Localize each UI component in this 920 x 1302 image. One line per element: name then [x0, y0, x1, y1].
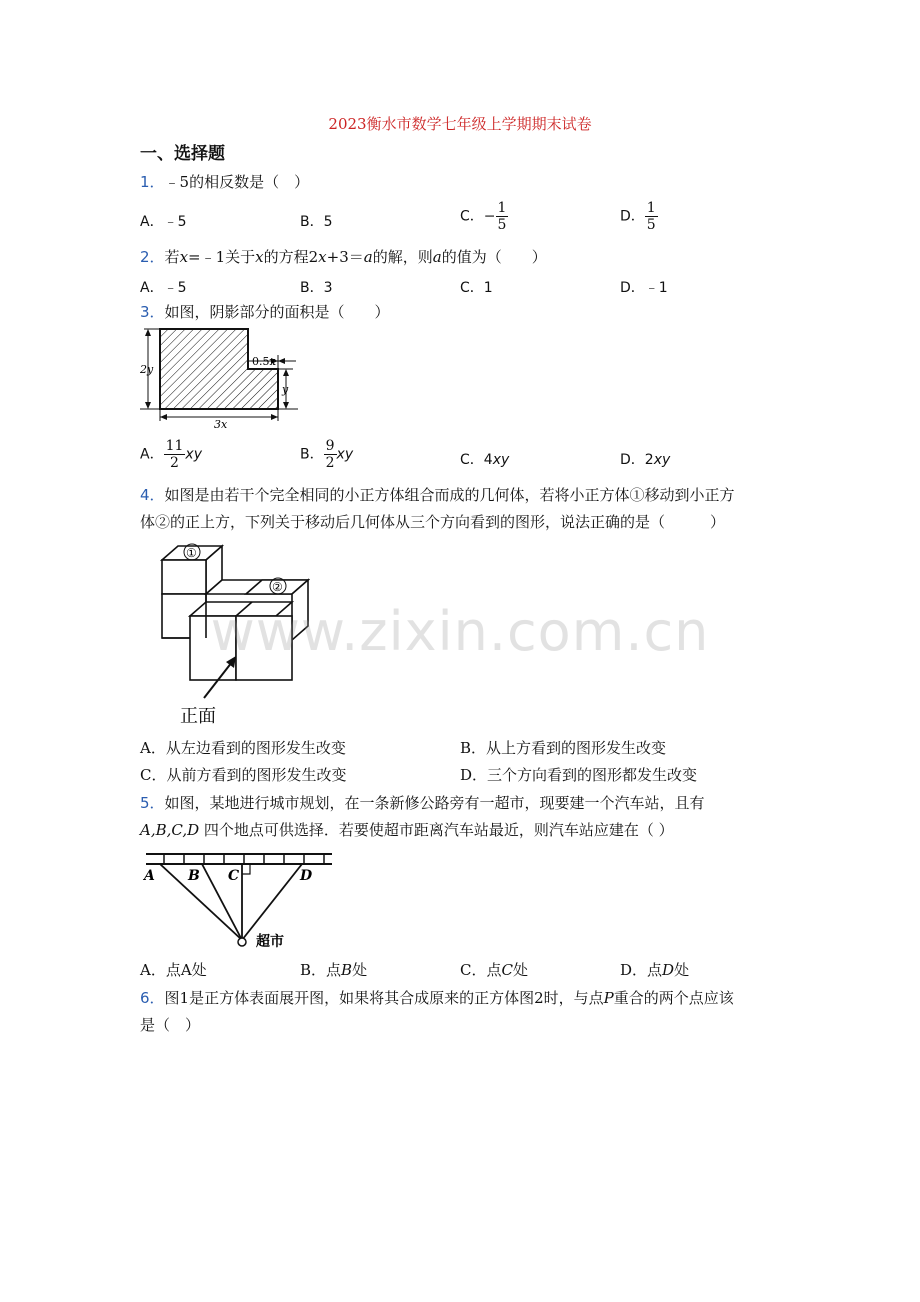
option-c — [460, 200, 508, 233]
option-c — [460, 958, 528, 982]
option-text: B．点 — [300, 961, 342, 979]
point-a-label: A — [144, 868, 155, 884]
option-b — [300, 958, 367, 982]
shaded-region — [160, 329, 278, 409]
question-text-line: 如图是由若干个完全相同的小正方体组合而成的几何体，若将小正方体①移动到小正方 — [164, 486, 735, 504]
option-b — [300, 438, 353, 471]
text-part: 的方程2 — [263, 248, 319, 266]
option-text: 处 — [352, 961, 368, 979]
question-text: ﹣5的相反数是（ ） — [164, 173, 310, 191]
text-part: 的解，则 — [372, 248, 433, 266]
label-y: y — [282, 383, 289, 396]
variable: P — [603, 989, 614, 1007]
question-6-line-2: 是（ ） — [140, 1016, 201, 1034]
cube-2-label: ② — [272, 580, 283, 594]
denominator: 2 — [170, 455, 179, 471]
option-label: C． — [460, 208, 484, 225]
road-supermarket-figure — [142, 848, 342, 954]
question-3 — [140, 300, 390, 324]
variable: xy — [653, 452, 671, 468]
variable: D — [662, 961, 675, 979]
option-label: A． — [140, 446, 164, 463]
option-d — [620, 449, 670, 469]
option-d — [620, 958, 689, 982]
question-number: 4． — [140, 486, 165, 504]
option-d — [620, 200, 658, 233]
question-text-line: 如图，某地进行城市规划，在一条新修公路旁有一超市，现要建一个汽车站，且有 — [164, 794, 705, 812]
question-number: 2． — [140, 248, 165, 266]
question-text: 四个地点可供选择．若要使超市距离汽车站最近，则汽车站应建在（ ） — [199, 821, 674, 839]
label-3x: 3x — [214, 418, 228, 430]
fraction — [496, 200, 509, 233]
fraction — [645, 200, 658, 233]
option-c — [460, 449, 509, 469]
section-heading: 一、选择题 — [140, 144, 225, 164]
question-number: 5． — [140, 794, 165, 812]
fraction — [164, 438, 186, 471]
variable: C — [501, 961, 513, 979]
option-a: A．点A处 — [140, 961, 207, 979]
cube-1-label: ① — [186, 546, 197, 560]
variable: xy — [492, 452, 510, 468]
option-d: D．三个方向看到的图形都发生改变 — [460, 766, 698, 784]
option-c: C．1 — [460, 280, 493, 296]
question-text: 如图，阴影部分的面积是（ ） — [164, 303, 390, 321]
minus-sign: − — [483, 208, 496, 225]
point-b-label: B — [188, 868, 200, 884]
option-a: A．从左边看到的图形发生改变 — [140, 739, 346, 757]
question-text: 图1是正方体表面展开图，如果将其合成原来的正方体图2时，与点 — [164, 989, 604, 1007]
supermarket-point — [238, 938, 246, 946]
option-a — [140, 438, 202, 471]
numerator: 11 — [165, 438, 184, 454]
question-5-line-2 — [140, 818, 674, 842]
text-part: 的值为（ ） — [441, 248, 547, 266]
option-d: D．﹣1 — [620, 280, 668, 296]
variable: xy — [185, 446, 202, 463]
denominator: 5 — [646, 217, 656, 233]
shaded-area-figure — [138, 325, 308, 430]
fraction — [324, 438, 337, 471]
point-d-label: D — [300, 868, 313, 884]
denominator: 2 — [325, 455, 335, 471]
question-number: 3． — [140, 303, 165, 321]
option-b: B．从上方看到的图形发生改变 — [460, 739, 667, 757]
question-number: 1． — [140, 173, 165, 191]
question-1 — [140, 170, 309, 194]
variable: x — [179, 248, 189, 266]
label-2y: 2y — [140, 363, 154, 376]
option-text: D．点 — [620, 961, 663, 979]
text-part: +3＝ — [326, 248, 364, 266]
question-6 — [140, 986, 734, 1010]
point-list: A,B,C,D — [140, 821, 200, 839]
numerator: 1 — [497, 200, 507, 216]
option-text: C．4 — [460, 452, 493, 468]
numerator: 9 — [325, 438, 335, 454]
text-part: 若 — [164, 248, 180, 266]
label-0-5x: 0.5x — [252, 355, 276, 368]
point-c-label: C — [228, 868, 240, 884]
variable: xy — [336, 446, 354, 463]
question-number: 6． — [140, 989, 165, 1007]
option-c: C．从前方看到的图形发生改变 — [140, 766, 347, 784]
watermark: www.zixin.com.cn — [210, 600, 710, 663]
option-text: D．2 — [620, 452, 654, 468]
page-title: 2023衡水市数学七年级上学期期末试卷 — [328, 115, 592, 133]
supermarket-label: 超市 — [256, 934, 284, 950]
question-4 — [140, 483, 735, 507]
option-b: B．5 — [300, 214, 333, 230]
text-part: =﹣1关于 — [188, 248, 256, 266]
denominator: 5 — [497, 217, 507, 233]
variable: B — [341, 961, 353, 979]
variable: a — [432, 248, 442, 266]
option-a: A．﹣5 — [140, 214, 187, 230]
question-text: 重合的两个点应该 — [613, 989, 734, 1007]
option-b: B．3 — [300, 280, 333, 296]
variable: a — [363, 248, 373, 266]
numerator: 1 — [646, 200, 656, 216]
question-4-line-2: 体②的正上方，下列关于移动后几何体从三个方向看到的图形，说法正确的是（ ） — [140, 513, 726, 531]
question-2 — [140, 245, 547, 269]
front-label: 正面 — [180, 706, 216, 727]
option-text: 处 — [512, 961, 528, 979]
option-label: D． — [620, 208, 645, 225]
option-text: 处 — [674, 961, 690, 979]
option-text: C．点 — [460, 961, 502, 979]
option-a: A．﹣5 — [140, 280, 187, 296]
option-label: B． — [300, 446, 324, 463]
question-5 — [140, 791, 705, 815]
variable: x — [318, 248, 327, 266]
variable: x — [255, 248, 264, 266]
